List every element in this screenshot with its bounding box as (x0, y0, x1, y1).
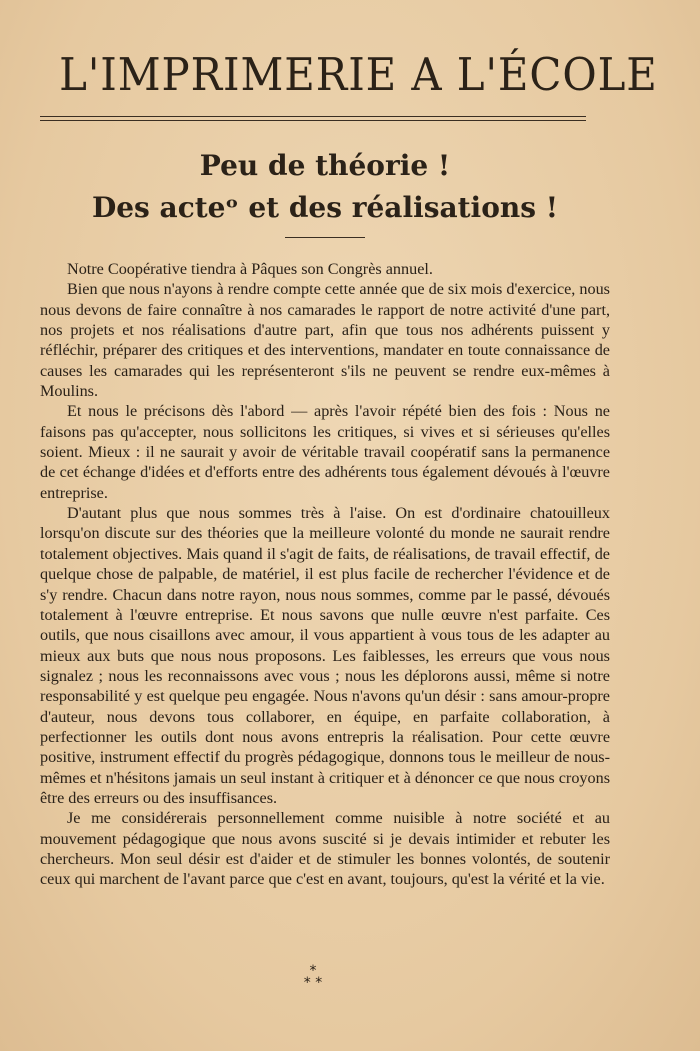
paragraph: Je me considérerais personnellement comme nuisible à notre société et au mouvement pédagogique que nous avons suscité si je devais intimider et rebuter les chercheurs. Mon seul désir est d'aider et de stimuler les bonnes volontés, de soutenir ceux qui marchent de l'avant parce que c'est en avant, toujours, qu'est la vérité et la vie. (40, 809, 610, 889)
article-title-line-1: Peu de théorie ! (199, 149, 451, 182)
article-body (40, 259, 610, 890)
paragraph: Bien que nous n'ayons à rendre compte cette année que de six mois d'exercice, nous nous devons de faire connaître à nos camarades le rapport de notre activité d'une part, nos projets et nos réalisations d'autre part, afin que tous nos adhérents puissent y réfléchir, préparer des critiques et des interventions, mandater en toute connaissance de causes les camarades qui les représenteront s'ils ne peuvent se rendre eux-mêmes à Moulins. (40, 280, 610, 401)
paragraph: Et nous le précisons dès l'abord — après l'avoir répété bien des fois : Nous ne faisons pas qu'accepter, nous sollicitons les critiques, si vives et si sérieuses qu'elles soient. Mieux : il ne saurait y avoir de véritable travail coopératif sans la permanence de cet échange d'idées et d'efforts entre des adhérents tous également dévoués à l'œuvre entreprise. (40, 402, 610, 502)
masthead-rule-thin (40, 120, 586, 121)
article-title-line-2: Des acteᵒ et des réalisations ! (91, 191, 559, 224)
asterism-bottom: * * (303, 975, 323, 991)
asterism-ornament (293, 965, 333, 989)
asterism-top: * (309, 963, 317, 979)
journal-masthead: L'IMPRIMERIE A L'ÉCOLE (59, 48, 658, 101)
masthead-rule-thick (40, 116, 586, 117)
title-divider (285, 237, 365, 238)
paragraph: D'autant plus que nous sommes très à l'aise. On est d'ordinaire chatouilleux lorsqu'on discute sur des théories que la meilleure volonté du monde ne saurait rendre totalement objectives. Mais quand il s'agit de faits, de réalisations, de travail effectif, de quelque chose de palpable, de matériel, il est plus facile de rechercher l'évidence et de s'y rendre. Chacun dans notre rayon, nous nous sommes, comme par le passé, dévoués totalement à l'œuvre entreprise. Et nous savons que nulle œuvre n'est parfaite. Ces outils, que nous cisaillons avec amour, il vous appartient à vous tous de les adapter au mieux aux buts que nous nous proposons. Les faiblesses, les erreurs que vous nous signalez ; nous les reconnaissons avec vous ; nous les déplorons aussi, même si notre responsabilité y est quelque peu engagée. Nous n'avons qu'un désir : sans amour-propre d'auteur, nous devons tous collaborer, en équipe, en parfaite collaboration, à perfectionner les outils dont nous avons entrepris la réalisation. Pour cette œuvre positive, instrument effectif du progrès pédagogique, donnons tous le meilleur de nous-mêmes et n'hésitons jamais un seul instant à critiquer et à dénoncer ce que nous croyons être des erreurs ou des insuffisances. (40, 504, 610, 807)
paragraph: Notre Coopérative tiendra à Pâques son Congrès annuel. (67, 260, 433, 278)
